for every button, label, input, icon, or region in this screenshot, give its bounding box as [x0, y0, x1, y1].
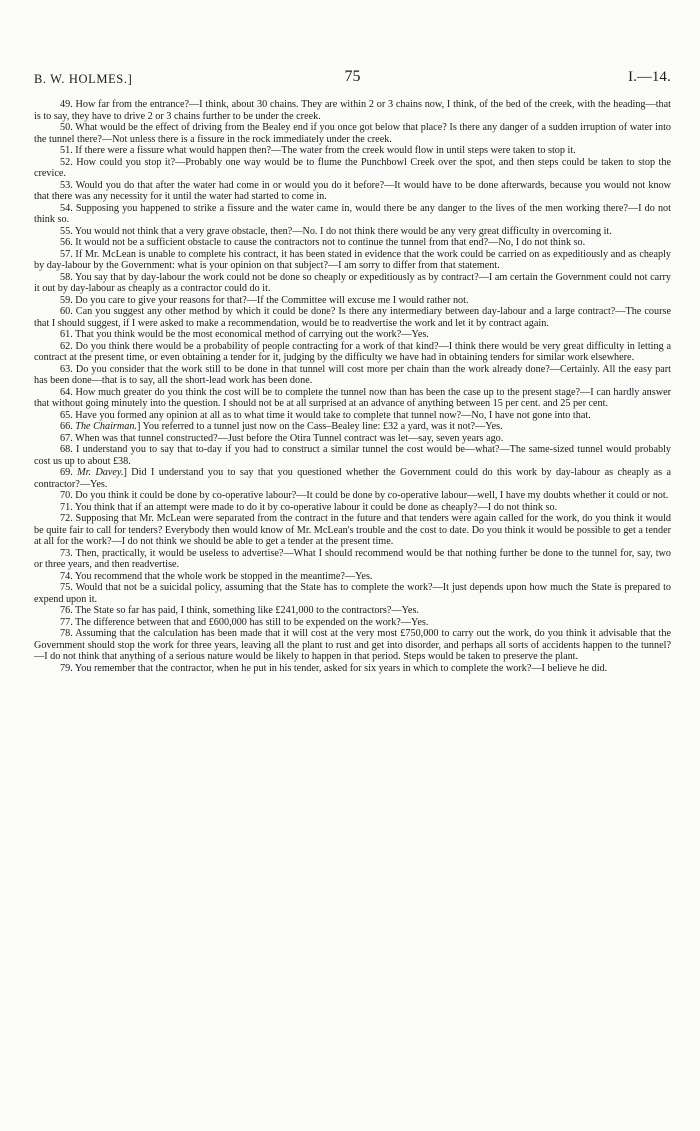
testimony-paragraph — [34, 444, 671, 467]
paragraph-text: 57. If Mr. McLean is unable to complete his contract, it has been stated in evidence that the work could be carried on as expeditiously and as cheaply by day-labour by the Government: what is your opinion on that subject?—I am sorry to differ from that statement. — [34, 248, 671, 271]
paragraph-text: 49. How far from the entrance?—I think, about 30 chains. They are within 2 or 3 chains now, I think, of the bed of the creek, with the heading—that is to say, they have to drive 2 or 3 chains further to be under the creek. — [34, 99, 671, 122]
testimony-paragraph — [34, 249, 671, 272]
paragraph-text: 50. What would be the effect of driving from the Bealey end if you once got below that place? Is there any danger of a sudden irruption of water into the tunnel there?—Not unless there is a fissure in the rock immediately under the creek. — [34, 122, 671, 145]
testimony-paragraph — [34, 617, 671, 629]
testimony-paragraph — [34, 548, 671, 571]
paragraph-text: 70. Do you think it could be done by co-operative labour?—It could be done by co-operative labour—well, I have my doubts whether it could or not. — [60, 490, 669, 501]
paragraph-text: 55. You would not think that a very grave obstacle, then?—No. I do not think there would be any very great difficulty in overcoming it. — [60, 225, 612, 237]
testimony-paragraph — [34, 145, 671, 157]
paragraph-text: 71. You think that if an attempt were made to do it by co-operative labour it could be done as cheaply?—I do not think so. — [60, 501, 558, 513]
testimony-paragraph — [34, 605, 671, 617]
paragraph-text: 77. The difference between that and £600,000 has still to be expended on the work?—Yes. — [60, 616, 429, 628]
paragraph-text: 59. Do you care to give your reasons for that?—If the Committee will excuse me I would rather not. — [60, 294, 469, 306]
testimony-paragraph — [34, 329, 671, 341]
paragraph-text: 60. Can you suggest any other method by which it could be done? Is there any intermediary between day-labour and a large contract?—The course that I should suggest, if I were asked to make a recommendation, would be to readvertise the work and let it by contract again. — [34, 306, 671, 329]
testimony-paragraph — [34, 467, 671, 490]
testimony-paragraph — [34, 272, 671, 295]
question-number: 69. — [60, 467, 78, 478]
testimony-paragraph — [34, 433, 671, 445]
testimony-paragraph — [34, 237, 671, 249]
paragraph-text: 52. How could you stop it?—Probably one way would be to flume the Punchbowl Creek over the spot, and then steps could be taken to stop the crevice. — [34, 156, 671, 179]
paragraph-text: 76. The State so far has paid, I think, something like £241,000 to the contractors?—Yes. — [60, 605, 419, 616]
paragraph-text: 78. Assuming that the calculation has been made that it will cost at the very most £750,000 to carry out the work, do you think it advisable that the Government should stop the work for three years, leaving all the plant to rust and get into disorder, and perhaps all sorts of accidents happen to the tunnel?—I do not think that anything of a serious nature would be likely to happen in that period. Steps would be taken to preserve the plant. — [34, 628, 671, 662]
paragraph-text: 68. I understand you to say that to-day if you had to construct a similar tunnel the cost would be—what?—The same-sized tunnel would probably cost us up to about £38. — [34, 444, 671, 467]
testimony-paragraph — [34, 387, 671, 410]
testimony-paragraph — [34, 295, 671, 307]
testimony-paragraph — [34, 628, 671, 663]
testimony-paragraph — [34, 341, 671, 364]
testimony-paragraph — [34, 571, 671, 583]
testimony-paragraph — [34, 180, 671, 203]
question-number: 66. — [60, 421, 76, 432]
testimony-paragraph — [34, 490, 671, 502]
page-number: 75 — [344, 68, 361, 85]
paragraph-text: 54. Supposing you happened to strike a fissure and the water came in, would there be any danger to the lives of the men working there?—I do not think so. — [34, 202, 671, 225]
paragraph-text: 72. Supposing that Mr. McLean were separated from the contract in the future and that tenders were again called for the work, do you think it would be quite fair to call for tenders? Everybody then would know of Mr. McLean's trouble and the cost to date. Do you think it would be possible to get a tender at all for the work?—I do not think we should be able to get a tender at the present time. — [34, 513, 671, 547]
paragraph-text: 62. Do you think there would be a probability of people contracting for a work of that kind?—I think there would be very great difficulty in letting a contract at the present time, or even obtaining a tender for it, judging by the difficulty we have had in obtaining tenders for similar work elsewhere. — [34, 340, 671, 363]
paragraph-text: 64. How much greater do you think the cost will be to complete the tunnel now than has been the case up to the present stage?—I can hardly answer that without going minutely into the question. I should not be at all surprised at an advance of anything between 15 per cent. and 25 per cent. — [34, 386, 671, 409]
paragraph-text: 75. Would that not be a suicidal policy, assuming that the State has to complete the work?—It just depends upon how much the State is prepared to expend upon it. — [34, 582, 671, 605]
paragraph-text: 79. You remember that the contractor, when he put in his tender, asked for six years in which to complete the work?—I believe he did. — [60, 662, 608, 674]
paragraph-text: 61. That you think would be the most economical method of carrying out the work?—Yes. — [60, 329, 429, 340]
testimony-paragraph — [34, 364, 671, 387]
paragraph-text: 65. Have you formed any opinion at all as to what time it would take to complete that tunnel now?—No, I have not gone into that. — [60, 409, 591, 421]
testimony-body — [34, 99, 671, 674]
testimony-paragraph — [34, 663, 671, 675]
paragraph-text: 63. Do you consider that the work still to be done in that tunnel will cost more per chain than the work already done?—Certainly. All the easy part has been done—that is to say, all the short-lead work has been done. — [34, 363, 671, 386]
speaker-name: The Chairman. — [75, 421, 137, 432]
testimony-paragraph — [34, 582, 671, 605]
paragraph-text: ] Did I understand you to say that you questioned whether the Government could do this work by day-labour as cheaply as a contractor?—Yes. — [34, 467, 672, 490]
testimony-paragraph — [34, 502, 671, 514]
paragraph-text: 51. If there were a fissure what would happen then?—The water from the creek would flow in until steps were taken to stop it. — [60, 145, 576, 156]
paragraph-text: 53. Would you do that after the water had come in or would you do it before?—It would have to be done afterwards, because you would not know that there was any necessity for it until the water had started to come in. — [34, 179, 671, 202]
paragraph-text: 73. Then, practically, it would be useless to advertise?—What I should recommend would be that nothing further be done to the tunnel for, say, two or three years, and then readvertise. — [34, 547, 671, 570]
paragraph-text: ] You referred to a tunnel just now on the Cass–Bealey line: £32 a yard, was it not?—Yes. — [136, 421, 503, 432]
witness-name-header: B. W. HOLMES.] — [34, 72, 133, 86]
testimony-paragraph — [34, 306, 671, 329]
document-reference: I.—14. — [628, 69, 671, 85]
testimony-paragraph — [34, 122, 671, 145]
testimony-paragraph — [34, 513, 671, 548]
speaker-name: Mr. Davey. — [77, 467, 124, 478]
testimony-paragraph — [34, 421, 671, 433]
testimony-paragraph — [34, 226, 671, 238]
testimony-paragraph — [34, 99, 671, 122]
testimony-paragraph — [34, 203, 671, 226]
page-header — [34, 68, 671, 90]
paragraph-text: 56. It would not be a sufficient obstacle to cause the contractors not to continue the tunnel from that end?—No, I do not think so. — [60, 237, 586, 248]
paragraph-text: 58. You say that by day-labour the work could not be done so cheaply or expeditiously as by contract?—I am certain the Government could not carry it out by day-labour as cheaply as a contractor could do it. — [34, 271, 671, 294]
testimony-paragraph — [34, 410, 671, 422]
paragraph-text: 67. When was that tunnel constructed?—Just before the Otira Tunnel contract was let—say, seven years ago. — [60, 432, 504, 444]
testimony-paragraph — [34, 157, 671, 180]
paragraph-text: 74. You recommend that the whole work be stopped in the meantime?—Yes. — [60, 570, 373, 582]
